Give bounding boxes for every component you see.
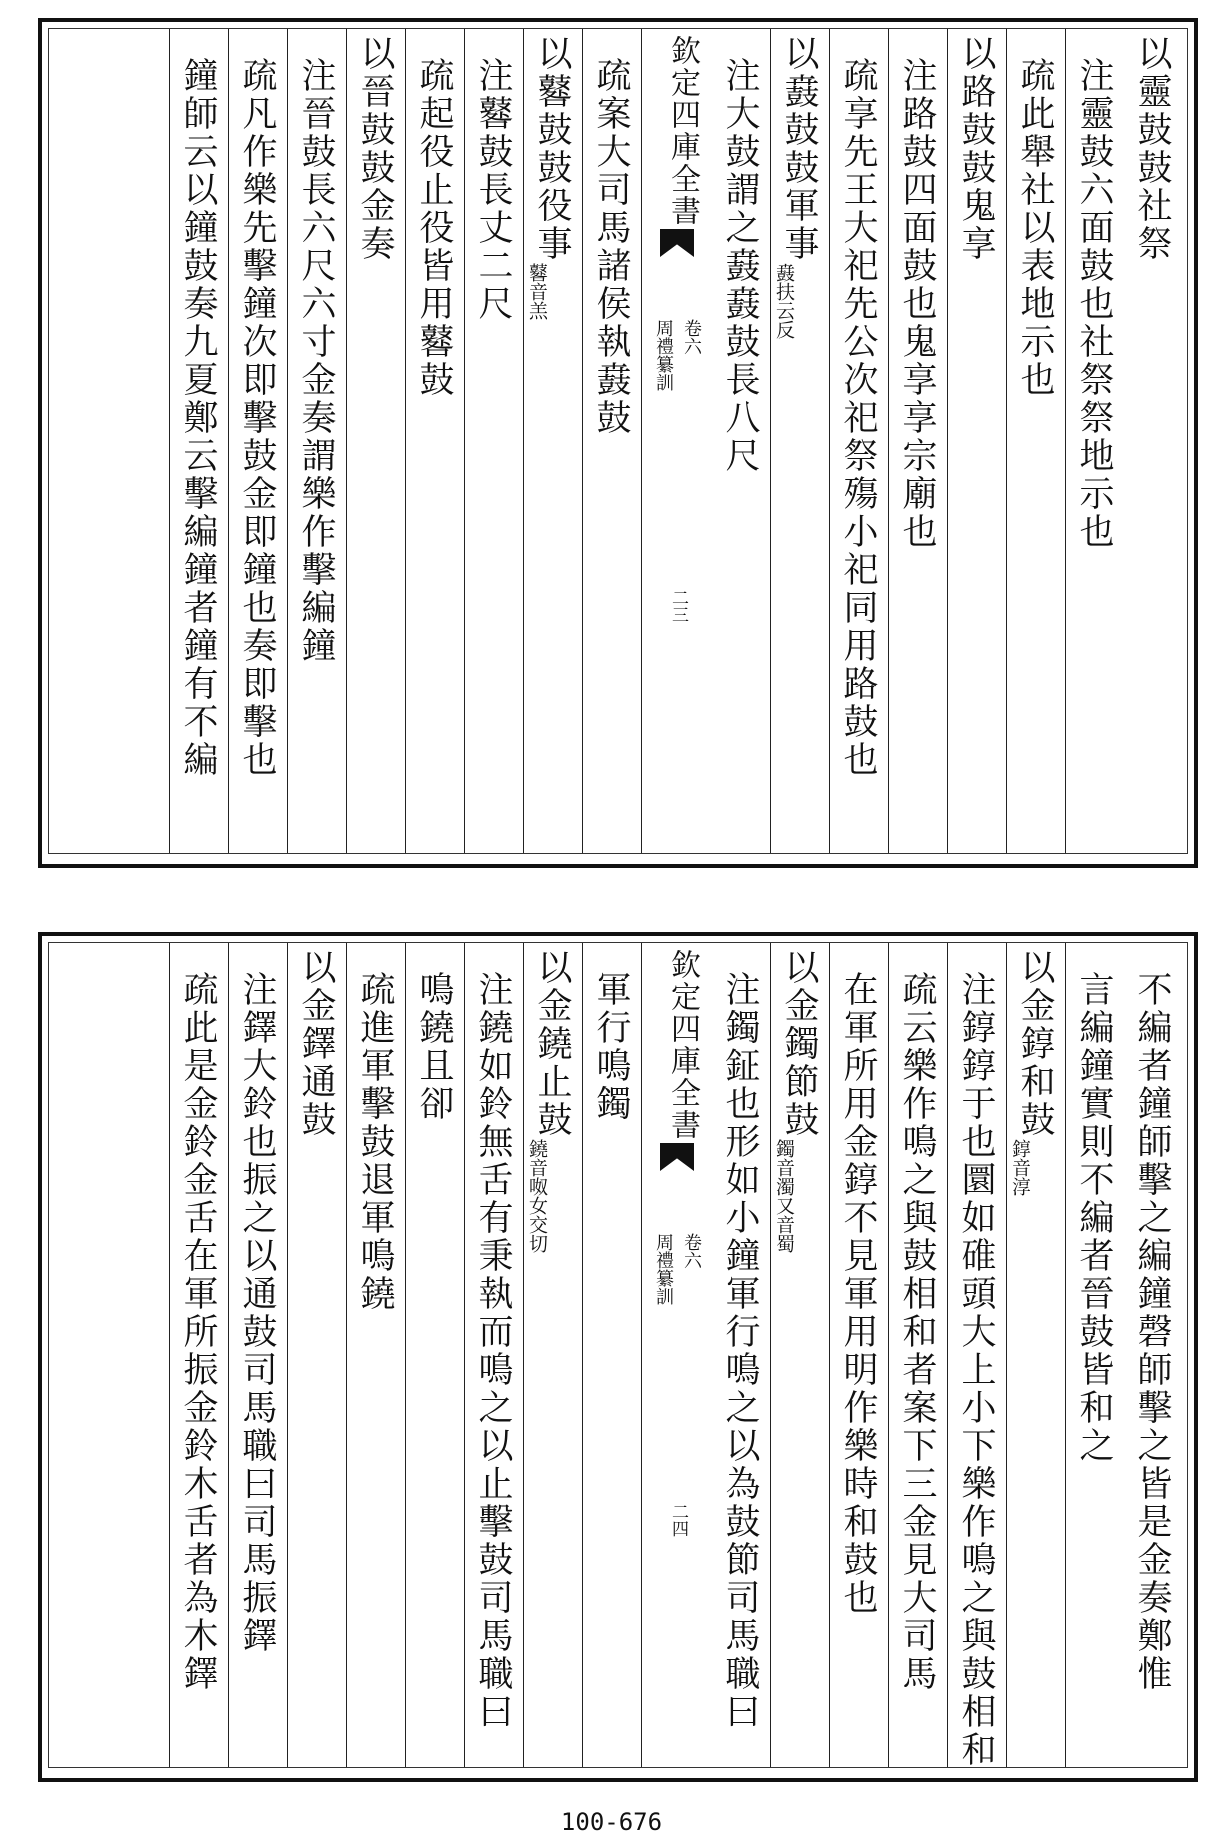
column-text: 鐘師云以鐘鼓奏九夏鄭云擊編鐘者鐘有不編	[178, 57, 218, 779]
text-column	[1006, 29, 1065, 853]
column-text: 在軍所用金錞不見軍用明作樂時和鼓也	[838, 971, 878, 1617]
pronunciation-note: 鼛音羔	[525, 263, 548, 320]
column-text: 疏起役止役皆用鼛鼓	[414, 57, 454, 399]
text-column	[1065, 943, 1124, 1767]
volume-label: 卷六	[681, 1233, 702, 1269]
spread-title: 欽定四庫全書	[665, 949, 700, 1141]
text-column	[169, 943, 228, 1767]
column-text: 以金鐃止鼓	[532, 949, 572, 1139]
text-column	[523, 943, 582, 1767]
page_top-center-strip	[641, 29, 712, 853]
text-column	[947, 29, 1006, 853]
text-column	[888, 29, 947, 853]
text-column	[346, 943, 405, 1767]
column-text: 以路鼓鼓鬼享	[956, 35, 996, 263]
text-column	[405, 943, 464, 1767]
pronunciation-note: 鐃音呶女交切	[525, 1139, 548, 1253]
text-column	[582, 943, 641, 1767]
text-column	[582, 29, 641, 853]
section-title: 周禮纂訓	[653, 319, 674, 391]
column-text: 以晉鼓鼓金奏	[355, 35, 395, 263]
page-footer-number: 100-676	[560, 1808, 663, 1836]
text-column	[405, 29, 464, 853]
column-text: 注晉鼓長六尺六寸金奏謂樂作擊編鐘	[296, 57, 336, 665]
fish-tail-mark	[660, 1143, 694, 1171]
section-title: 周禮纂訓	[653, 1233, 674, 1305]
column-text: 疏進軍擊鼓退軍鳴鐃	[355, 971, 395, 1313]
column-text: 以鼖鼓鼓軍事	[779, 35, 819, 263]
column-text: 注鐸大鈴也振之以通鼓司馬職曰司馬振鐸	[237, 971, 277, 1655]
bottom-page-inner	[48, 942, 1188, 1768]
text-column	[711, 29, 770, 853]
column-text: 注鼛鼓長丈二尺	[473, 57, 513, 323]
column-text: 注錞錞于也圜如碓頭大上小下樂作鳴之與鼓相和	[956, 971, 996, 1769]
column-text: 注大鼓謂之鼖鼖鼓長八尺	[720, 57, 760, 475]
bottom-page-frame	[38, 932, 1198, 1782]
column-text: 以靈鼓鼓社祭	[1132, 35, 1172, 263]
column-text: 言編鐘實則不編者晉鼓皆和之	[1074, 971, 1114, 1465]
text-column	[287, 29, 346, 853]
column-text: 疏案大司馬諸侯執鼖鼓	[591, 57, 631, 437]
text-column	[228, 943, 287, 1767]
text-column	[464, 943, 523, 1767]
text-column	[829, 943, 888, 1767]
column-text: 鳴鐃且卻	[414, 971, 454, 1123]
text-column	[464, 29, 523, 853]
spread-title: 欽定四庫全書	[665, 35, 700, 227]
column-text: 不編者鐘師擊之編鐘磬師擊之皆是金奏鄭惟	[1132, 971, 1172, 1693]
column-text: 以金鐸通鼓	[296, 949, 336, 1139]
column-text: 軍行鳴鐲	[591, 971, 631, 1123]
text-column	[829, 29, 888, 853]
column-text: 疏此是金鈴金舌在軍所振金鈴木舌者為木鐸	[178, 971, 218, 1693]
top-page-frame	[38, 18, 1198, 868]
pronunciation-note: 鐲音濁又音蜀	[772, 1139, 795, 1253]
volume-label: 卷六	[681, 319, 702, 355]
column-text: 疏此舉社以表地示也	[1015, 57, 1055, 399]
column-text: 注路鼓四面鼓也鬼享享宗廟也	[897, 57, 937, 551]
text-column	[1124, 29, 1183, 853]
column-text: 疏云樂作鳴之與鼓相和者案下三金見大司馬	[897, 971, 937, 1693]
text-column	[1065, 29, 1124, 853]
column-text: 疏享先王大祀先公次祀祭殤小祀同用路鼓也	[838, 57, 878, 779]
text-column	[770, 943, 829, 1767]
text-column	[523, 29, 582, 853]
column-text: 注鐲鉦也形如小鐘軍行鳴之以為鼓節司馬職曰	[720, 971, 760, 1731]
page_bottom-center-strip	[641, 943, 712, 1767]
column-text: 注鐃如鈴無舌有秉執而鳴之以止擊鼓司馬職曰	[473, 971, 513, 1731]
text-column	[346, 29, 405, 853]
text-column	[888, 943, 947, 1767]
text-column	[947, 943, 1006, 1767]
text-column	[287, 943, 346, 1767]
top-page-inner	[48, 28, 1188, 854]
text-column	[169, 29, 228, 853]
leaf-number: 二四	[668, 1503, 688, 1537]
column-text: 以鼛鼓鼓役事	[532, 35, 572, 263]
column-text: 疏凡作樂先擊鐘次即擊鼓金即鐘也奏即擊也	[237, 57, 277, 779]
text-column	[1124, 943, 1183, 1767]
pronunciation-note: 鼖扶云反	[772, 263, 795, 339]
fish-tail-mark	[660, 229, 694, 257]
leaf-number: 二三	[668, 589, 688, 623]
text-column	[770, 29, 829, 853]
column-text: 注靈鼓六面鼓也社祭祭地示也	[1074, 57, 1114, 551]
text-column	[1006, 943, 1065, 1767]
pronunciation-note: 錞音淳	[1008, 1139, 1031, 1196]
column-text: 以金錞和鼓	[1015, 949, 1055, 1139]
column-text: 以金鐲節鼓	[779, 949, 819, 1139]
text-column	[228, 29, 287, 853]
text-column	[711, 943, 770, 1767]
